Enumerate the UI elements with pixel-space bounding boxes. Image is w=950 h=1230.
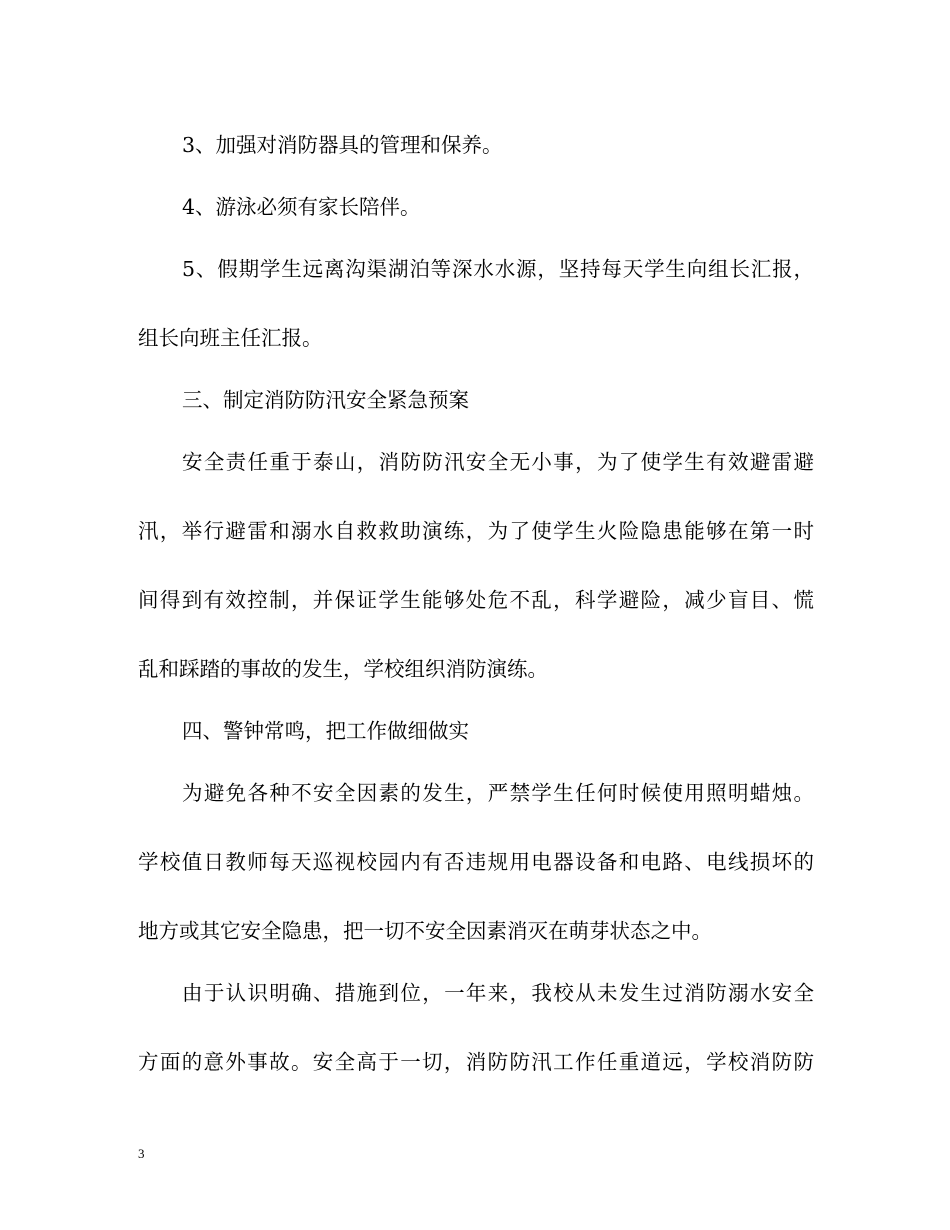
paragraph-line: 方面的意外事故。安全高于一切，消防防汛工作任重道远，学校消防防 (138, 1050, 814, 1074)
paragraph-line: 由于认识明确、措施到位，一年来，我校从未发生过消防溺水安全 (182, 981, 814, 1005)
paragraph-line: 乱和踩踏的事故的发生，学校组织消防演练。 (138, 657, 548, 681)
paragraph-line: 间得到有效控制，并保证学生能够处危不乱，科学避险，减少盲目、慌 (138, 588, 814, 612)
paragraph-line: 汛，举行避雷和溺水自救救助演练，为了使学生火险隐患能够在第一时 (138, 519, 814, 543)
paragraph-line: 3、加强对消防器具的管理和保养。 (182, 133, 503, 157)
paragraph-line: 组长向班主任汇报。 (138, 326, 323, 350)
paragraph-line: 安全责任重于泰山，消防防汛安全无小事，为了使学生有效避雷避 (182, 450, 814, 474)
paragraph-line: 4、游泳必须有家长陪伴。 (182, 195, 421, 219)
section-heading: 三、制定消防防汛安全紧急预案 (182, 388, 469, 412)
page-number: 3 (138, 1146, 145, 1161)
paragraph-line: 地方或其它安全隐患，把一切不安全因素消灭在萌芽状态之中。 (138, 919, 712, 943)
paragraph-line: 学校值日教师每天巡视校园内有否违规用电器设备和电路、电线损坏的 (138, 850, 814, 874)
paragraph-line: 5、假期学生远离沟渠湖泊等深水水源，坚持每天学生向组长汇报， (182, 257, 814, 281)
section-heading: 四、警钟常鸣，把工作做细做实 (182, 719, 469, 743)
paragraph-line: 为避免各种不安全因素的发生，严禁学生任何时候使用照明蜡烛。 (182, 781, 814, 805)
